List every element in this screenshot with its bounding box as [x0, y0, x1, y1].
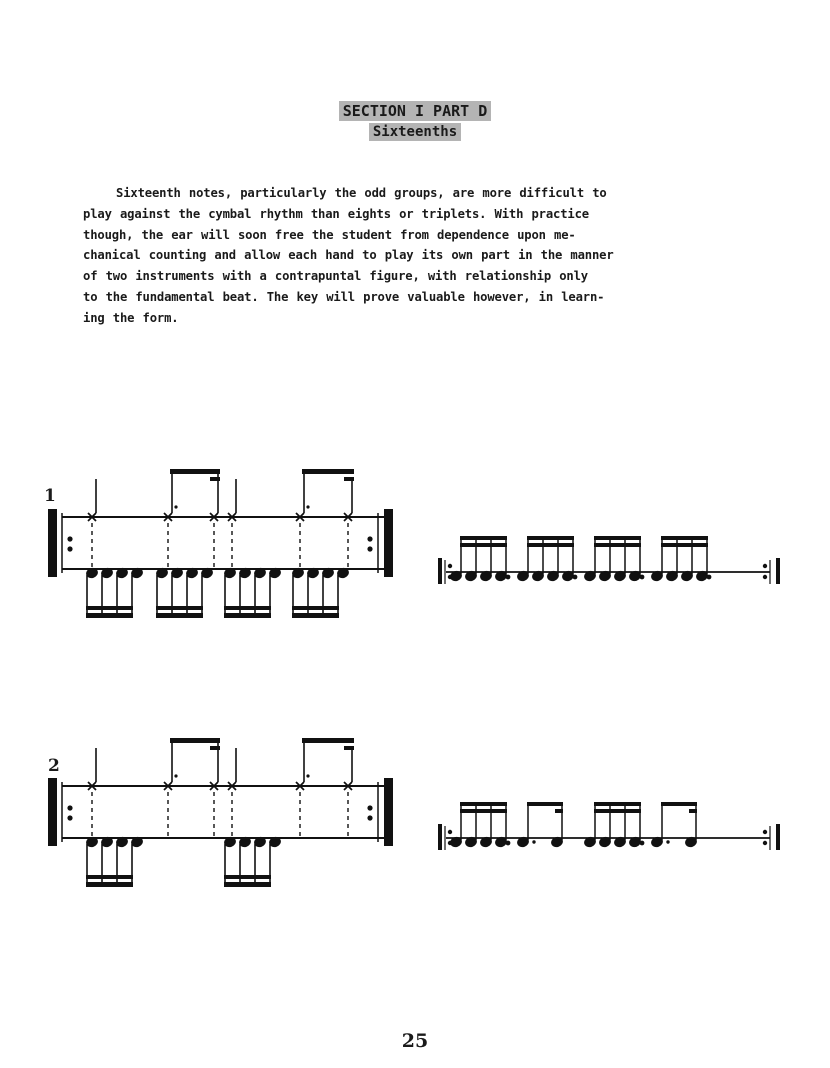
- dotted-eighth-dot: [666, 840, 669, 843]
- key-note-head: [640, 841, 645, 846]
- key-beam: [527, 536, 574, 540]
- key-note-head: [707, 575, 712, 580]
- snare-beam: [292, 606, 339, 610]
- cymbal-beam: [302, 469, 354, 474]
- key-beam: [594, 536, 641, 540]
- repeat-bar: [48, 778, 57, 846]
- dotted-eighth-dot: [174, 774, 177, 777]
- key-repeat-bar: [776, 824, 780, 850]
- repeat-dot: [448, 830, 452, 834]
- intro-line: to the fundamental beat. The key will prove valuable however, in learn-: [83, 289, 605, 304]
- dotted-eighth-dot: [306, 505, 309, 508]
- repeat-dot: [763, 830, 767, 834]
- snare-beam: [224, 882, 271, 887]
- key-beam: [527, 543, 574, 547]
- cymbal-beam: [170, 738, 220, 743]
- snare-beam: [156, 606, 203, 610]
- key-beam: [594, 809, 641, 813]
- snare-beam: [156, 613, 203, 618]
- section-title: SECTION I PART D: [0, 102, 830, 120]
- repeat-dot: [67, 536, 72, 541]
- dotted-eighth-dot: [306, 774, 309, 777]
- key-beam: [689, 809, 697, 813]
- key-note-head: [640, 575, 645, 580]
- repeat-bar: [48, 509, 57, 577]
- repeat-dot: [367, 805, 372, 810]
- key-beam: [661, 536, 708, 540]
- repeat-dot: [367, 546, 372, 551]
- snare-beam: [86, 875, 133, 879]
- key-beam: [460, 809, 507, 813]
- key-beam: [661, 543, 708, 547]
- snare-beam: [292, 613, 339, 618]
- snare-beam: [224, 875, 271, 879]
- snare-beam: [224, 613, 271, 618]
- key-beam: [460, 543, 507, 547]
- intro-line: ing the form.: [83, 310, 179, 325]
- key-repeat-bar: [438, 558, 442, 584]
- section-subtitle: Sixteenths: [0, 124, 830, 140]
- key-beam: [594, 543, 641, 547]
- dotted-eighth-dot: [532, 840, 535, 843]
- key-repeat-bar: [776, 558, 780, 584]
- repeat-dot: [67, 805, 72, 810]
- key-beam: [527, 802, 563, 806]
- cymbal-beam: [344, 477, 354, 481]
- repeat-dot: [763, 564, 767, 568]
- exercise-number: 1: [44, 486, 56, 506]
- repeat-bar: [384, 509, 393, 577]
- repeat-dot: [448, 564, 452, 568]
- cymbal-beam: [210, 477, 220, 481]
- intro-line: of two instruments with a contrapuntal figure, with relationship only: [83, 269, 588, 284]
- key-beam: [460, 536, 507, 540]
- key-note-head: [573, 575, 578, 580]
- intro-line: chanical counting and allow each hand to play its own part in the manner: [83, 248, 614, 263]
- cymbal-beam: [170, 469, 220, 474]
- snare-beam: [224, 606, 271, 610]
- snare-beam: [86, 606, 133, 610]
- cymbal-beam: [344, 746, 354, 750]
- dotted-eighth-dot: [174, 505, 177, 508]
- cymbal-beam: [210, 746, 220, 750]
- repeat-dot: [367, 815, 372, 820]
- key-note-head: [506, 575, 511, 580]
- exercise-number: 2: [48, 756, 60, 776]
- cymbal-beam: [302, 738, 354, 743]
- snare-beam: [86, 613, 133, 618]
- repeat-dot: [367, 536, 372, 541]
- snare-beam: [86, 882, 133, 887]
- repeat-dot: [67, 546, 72, 551]
- repeat-dot: [763, 575, 767, 579]
- key-beam: [661, 802, 697, 806]
- repeat-dot: [67, 815, 72, 820]
- intro-line: Sixteenth notes, particularly the odd groups, are more difficult to: [116, 186, 607, 200]
- key-repeat-bar: [438, 824, 442, 850]
- key-beam: [555, 809, 563, 813]
- intro-line: though, the ear will soon free the student from dependence upon me-: [83, 227, 576, 242]
- key-note-head: [506, 841, 511, 846]
- page-number: 25: [401, 1030, 429, 1052]
- key-beam: [460, 802, 507, 806]
- key-beam: [594, 802, 641, 806]
- repeat-dot: [763, 841, 767, 845]
- repeat-bar: [384, 778, 393, 846]
- intro-line: play against the cymbal rhythm than eights or triplets. With practice: [83, 206, 589, 221]
